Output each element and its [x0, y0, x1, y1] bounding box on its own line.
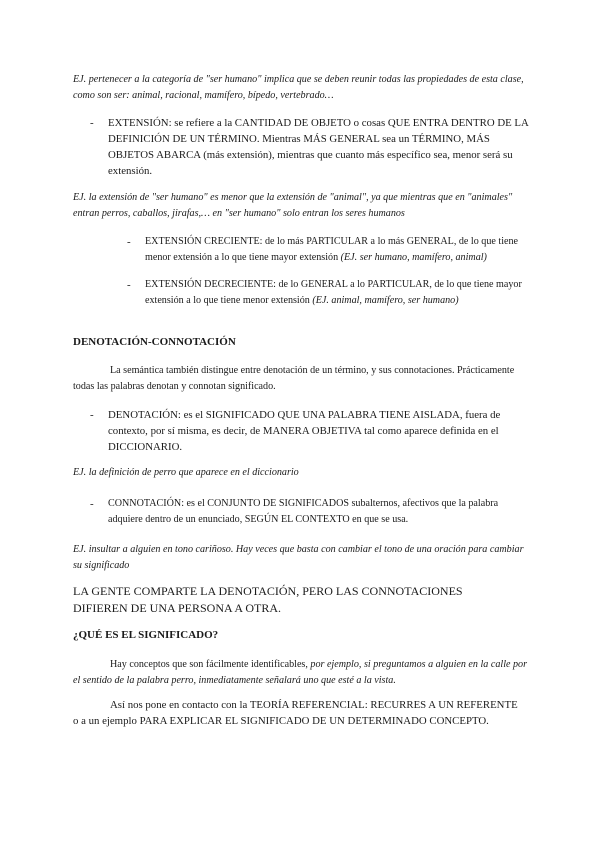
extension-decreciente: [145, 277, 530, 309]
example-insultar: EJ. insultar a alguien en tono cariñoso. Hay veces que basta con cambiar el tono de una oración para cambiar su significado: [73, 544, 524, 571]
extension-definition: EXTENSIÓN: se refiere a la CANTIDAD DE OBJETO o cosas QUE ENTRA DENTRO DE LA DEFINICIÓN DE UN TÉRMINO. Mientras MÁS GENERAL sea un TÉRMINO, MÁS OBJETOS ABARCA (más extensión), mientras que cuanto más específico sea, menor será su extensión.: [108, 117, 529, 177]
extension-decreciente-text: EXTENSIÓN DECRECIENTE: de lo GENERAL a lo PARTICULAR, de lo que tiene mayor extensión a lo que tiene menor extensión: [145, 279, 522, 306]
para-conceptos-text: Hay conceptos que son fácilmente identificables,: [110, 659, 311, 670]
para-conceptos-example: por ejemplo, si preguntamos a alguien en la calle por el sentido de la palabra perro, inmediatamente señalará uno que esté a la vista.: [73, 659, 528, 686]
heading-que-es-significado: ¿QUÉ ES EL SIGNIFICADO?: [73, 629, 219, 641]
heading-denotacion-connotacion: DENOTACIÓN-CONNOTACIÓN: [73, 336, 236, 348]
extension-creciente-text: EXTENSIÓN CRECIENTE: de lo más PARTICULAR a lo más GENERAL, de lo que tiene menor extensión a lo que tiene mayor extensión: [145, 236, 519, 263]
para-teoria-referencial: Así nos pone en contacto con la TEORÍA REFERENCIAL: RECURRES A UN REFERENTE o a un ejemplo PARA EXPLICAR EL SIGNIFICADO DE UN DETERMINADO CONCEPTO.: [73, 699, 518, 727]
example-ser-humano: EJ. pertenecer a la categoría de "ser humano" implica que se deben reunir todas las propiedades de esta clase, como son ser: animal, racional, mamífero, bípedo, vertebrado…: [73, 74, 524, 101]
bullet-dash: -: [90, 117, 94, 129]
extension-decreciente-example: (EJ. animal, mamífero, ser humano): [312, 295, 459, 306]
denotacion-definition: DENOTACIÓN: es el SIGNIFICADO QUE UNA PALABRA TIENE AISLADA, fuera de contexto, por sí misma, es decir, de MANERA OBJETIVA tal como aparece definida en el DICCIONARIO.: [108, 409, 501, 453]
extension-creciente-example: (EJ. ser humano, mamífero, animal): [340, 252, 487, 263]
bullet-dash: -: [90, 409, 94, 421]
statement-denotacion-compartida: LA GENTE COMPARTE LA DENOTACIÓN, PERO LAS CONNOTACIONES DIFIEREN DE UNA PERSONA A OTRA.: [73, 584, 463, 615]
connotacion-definition: CONNOTACIÓN: es el CONJUNTO DE SIGNIFICADOS subalternos, afectivos que la palabra adquiere dentro de un enunciado, SEGÚN EL CONTEXTO en que se usa.: [108, 498, 499, 525]
para-semantica: La semántica también distingue entre denotación de un término, y sus connotaciones. Prácticamente todas las palabras denotan y connotan significado.: [73, 365, 515, 392]
bullet-dash: -: [127, 236, 131, 248]
bullet-dash: -: [127, 279, 131, 291]
example-perro: EJ. la definición de perro que aparece en el diccionario: [73, 467, 299, 478]
bullet-dash: -: [90, 498, 94, 510]
para-conceptos: [73, 657, 533, 689]
extension-creciente: [145, 234, 530, 266]
example-extension: EJ. la extensión de "ser humano" es menor que la extensión de "animal", ya que mientras que en "animales" entran perros, caballos, jirafas,… en "ser humano" solo entran los seres humanos: [73, 192, 513, 219]
